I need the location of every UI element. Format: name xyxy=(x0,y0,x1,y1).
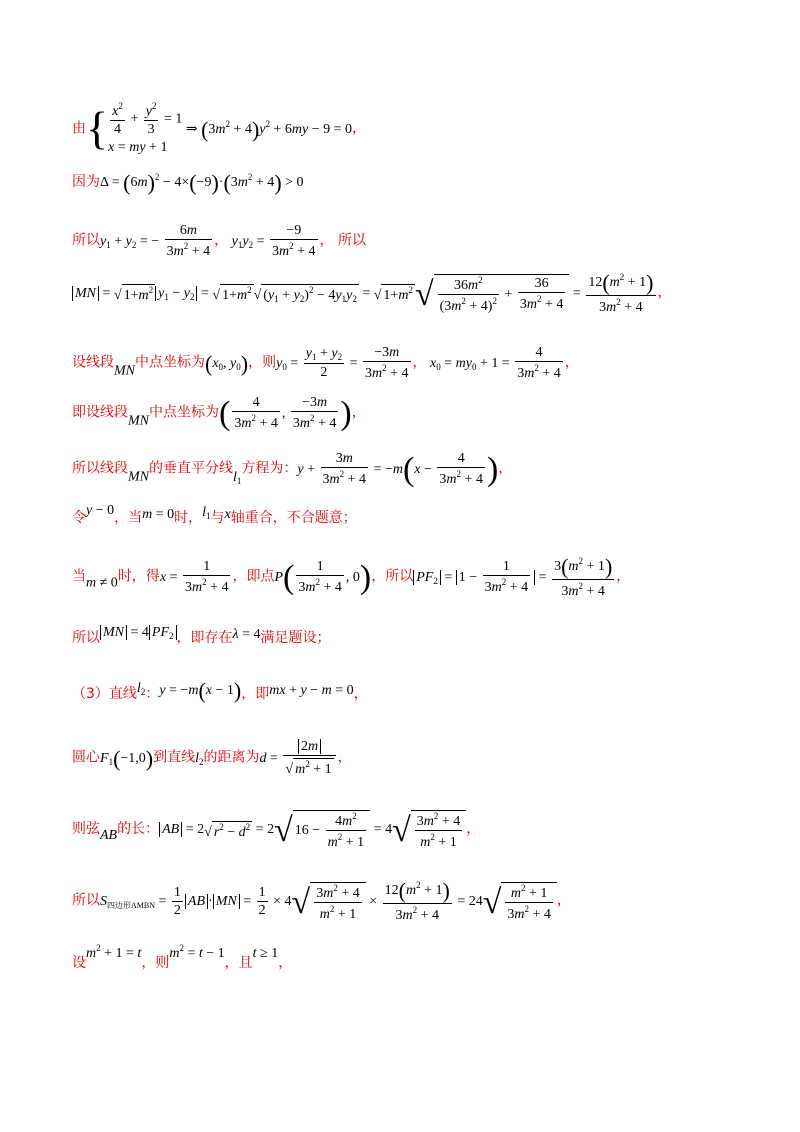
pf2-length: $PF_2 = 1$ − $\frac{1}{3m^2 + 4}$ = $\frac{3(m^2 + 1)}{3m^2 + 4}$ xyxy=(413,570,616,585)
system-brace: { xyxy=(86,102,109,154)
mn-pf2-relation: MN = 4 $PF_2$ xyxy=(100,625,177,640)
line-9: 当m ≠ 0时，得x = $\frac{1}{3m^2 + 4}$ ，即点P( $\frac{1}{3m^2 + 4}$ , 0)，所以 $PF_2 = 1$ − $\frac{1}{3m^2 + 4}$ = $\frac{3(m^2 + 1)}{3m^2 + 4}$ ， xyxy=(72,554,631,599)
line-10: 所以 MN = 4 $PF_2$ ，即存在λ = 4满足题设； xyxy=(72,625,331,646)
line-3: 所以$y_1 + y_2$ = − $\frac{6m}{3m^2 + 4}$ ， $y_1y_2$ = $\frac{-9}{3m^2 + 4}$ ， 所以 xyxy=(72,223,366,259)
line-15: 设$m^2 + 1 = t$，则$m^2 = t - 1$，且t ≥ 1， xyxy=(72,943,293,971)
line-8: 令y − 0，当m = 0时，$l_1$与x轴重合，不合题意； xyxy=(72,503,357,526)
vieta-product: $y_1y_2$ = $\frac{-9}{3m^2 + 4}$ xyxy=(231,223,316,259)
line-1: 由{ $\frac{x^2}{4}$ + $\frac{y^2}{3}$ = 1 x = my + 1 ⇒ $(3m^2 + 4)y^2 + 6my - 9 = 0$， xyxy=(72,101,367,155)
midpoint-x: $x_0 = my_0 + 1$ = $\frac{4}{3m^2 + 4}$ xyxy=(430,345,561,381)
distance-formula: d = $\frac{2m}{√ m^2 + 1}$ xyxy=(260,751,338,766)
line-l2-equation: y = −m(x − 1) xyxy=(159,678,242,703)
line-12: 圆心$F_1(-1,0)$到直线$l_2$的距离为d = $\frac{2m}{√ m^2 + 1}$ ， xyxy=(72,739,352,777)
vieta-sum: $y_1 + y_2$ = − $\frac{6m}{3m^2 + 4}$ xyxy=(100,223,211,259)
line-5: 设线段MN中点坐标为($x_0$, $y_0$)，则$y_0$ = $\frac{y_1 + y_2}{2}$ = $\frac{-3m}{3m^2 + 4}$ ， $x_0 = my_0 + 1$ = $\frac{4}{3m^2 + 4}$ ， xyxy=(72,345,579,381)
midpoint-y: $y_0$ = $\frac{y_1 + y_2}{2}$ = $\frac{-3m}{3m^2 + 4}$ xyxy=(276,345,409,381)
line-14: 所以$S_{四边形AMBN}$ = $\frac{1}{2}$ AB · MN = $\frac{1}{2}$ × 4√ $\frac{3m^2 + 4}{m^2 + 1}$ × $\frac{12(m^2 + 1)}{3m^2 + 4}$ = 24√ $\frac{m^2 + 1}{3m^2 + 4}$ ， xyxy=(72,878,571,923)
bisector-equation: y + $\frac{3m}{3m^2 + 4}$ = −m(x − $\frac{4}{3m^2 + 4}$ ) xyxy=(297,450,499,488)
line-4: MN = √ $1+m^2$ $y_1 - y_2$ = √ $1+m^2$ √ $(y_1 + y_2)^2 - 4y_1y_2$ = √ $1+m^2√$ $\frac{36m^2}{(3m^2 + 4)^2}$ + $\frac{36}{3m^2 + 4}$ = $\frac{12(m^2 + 1)}{3m^2 + 4}$ ， xyxy=(72,272,672,315)
equation-system: $\frac{x^2}{4}$ + $\frac{y^2}{3}$ = 1 x = my + 1 xyxy=(108,101,183,155)
line-6: 即设线段MN中点坐标为( $\frac{4}{3m^2 + 4}$ , $\frac{-3m}{3m^2 + 4}$ )， xyxy=(72,394,366,432)
line-11: （3）直线$l_2$：y = −m(x − 1)，即mx + y − m = 0， xyxy=(72,678,368,703)
discriminant-expression: $\Delta = (6m)^2 - 4\times(-9)\cdot(3m^2 + 4) > 0$ xyxy=(100,170,304,195)
chord-mn-length: MN = √ $1+m^2$ $y_1 - y_2$ = √ $1+m^2$ √ $(y_1 + y_2)^2 - 4y_1y_2$ = √ $1+m^2√$ $\frac{36m^2}{(3m^2 + 4)^2}$ + $\frac{36}{3m^2 + 4}$ = $\frac{12(m^2 + 1)}{3m^2 + 4}$ xyxy=(72,286,658,301)
equation-quadratic: ⇒ $(3m^2 + 4)y^2 + 6my - 9 = 0$ xyxy=(182,116,353,142)
area-formula: $S_{四边形AMBN}$ = $\frac{1}{2}$ AB · MN = $\frac{1}{2}$ × 4√ $\frac{3m^2 + 4}{m^2 + 1}$ × $\frac{12(m^2 + 1)}{3m^2 + 4}$ = 24√ $\frac{m^2 + 1}{3m^2 + 4}$ xyxy=(100,894,557,909)
chord-ab-length: AB = 2√ $r^2 - d^2 = 2√$ 16 − $\frac{4m^2}{m^2 + 1}$ = 4√ $\frac{3m^2 + 4}{m^2 + 1}$ xyxy=(159,822,466,837)
point-p: P( $\frac{1}{3m^2 + 4}$ , 0) xyxy=(274,558,372,596)
line-7: 所以线段MN的垂直平分线$l_1$方程为：y + $\frac{3m}{3m^2 + 4}$ = −m(x − $\frac{4}{3m^2 + 4}$ )， xyxy=(72,450,513,488)
midpoint-coordinates: ( $\frac{4}{3m^2 + 4}$ , $\frac{-3m}{3m^2 + 4}$ ) xyxy=(219,394,352,432)
line-13: 则弦AB的长： AB = 2√ $r^2 - d^2 = 2√$ 16 − $\frac{4m^2}{m^2 + 1}$ = 4√ $\frac{3m^2 + 4}{m^2 + 1}$ ， xyxy=(72,811,481,850)
line-2: 因为$\Delta = (6m)^2 - 4\times(-9)\cdot(3m^2 + 4) > 0$ xyxy=(72,170,304,195)
intercept-x: x = $\frac{1}{3m^2 + 4}$ xyxy=(159,559,229,595)
